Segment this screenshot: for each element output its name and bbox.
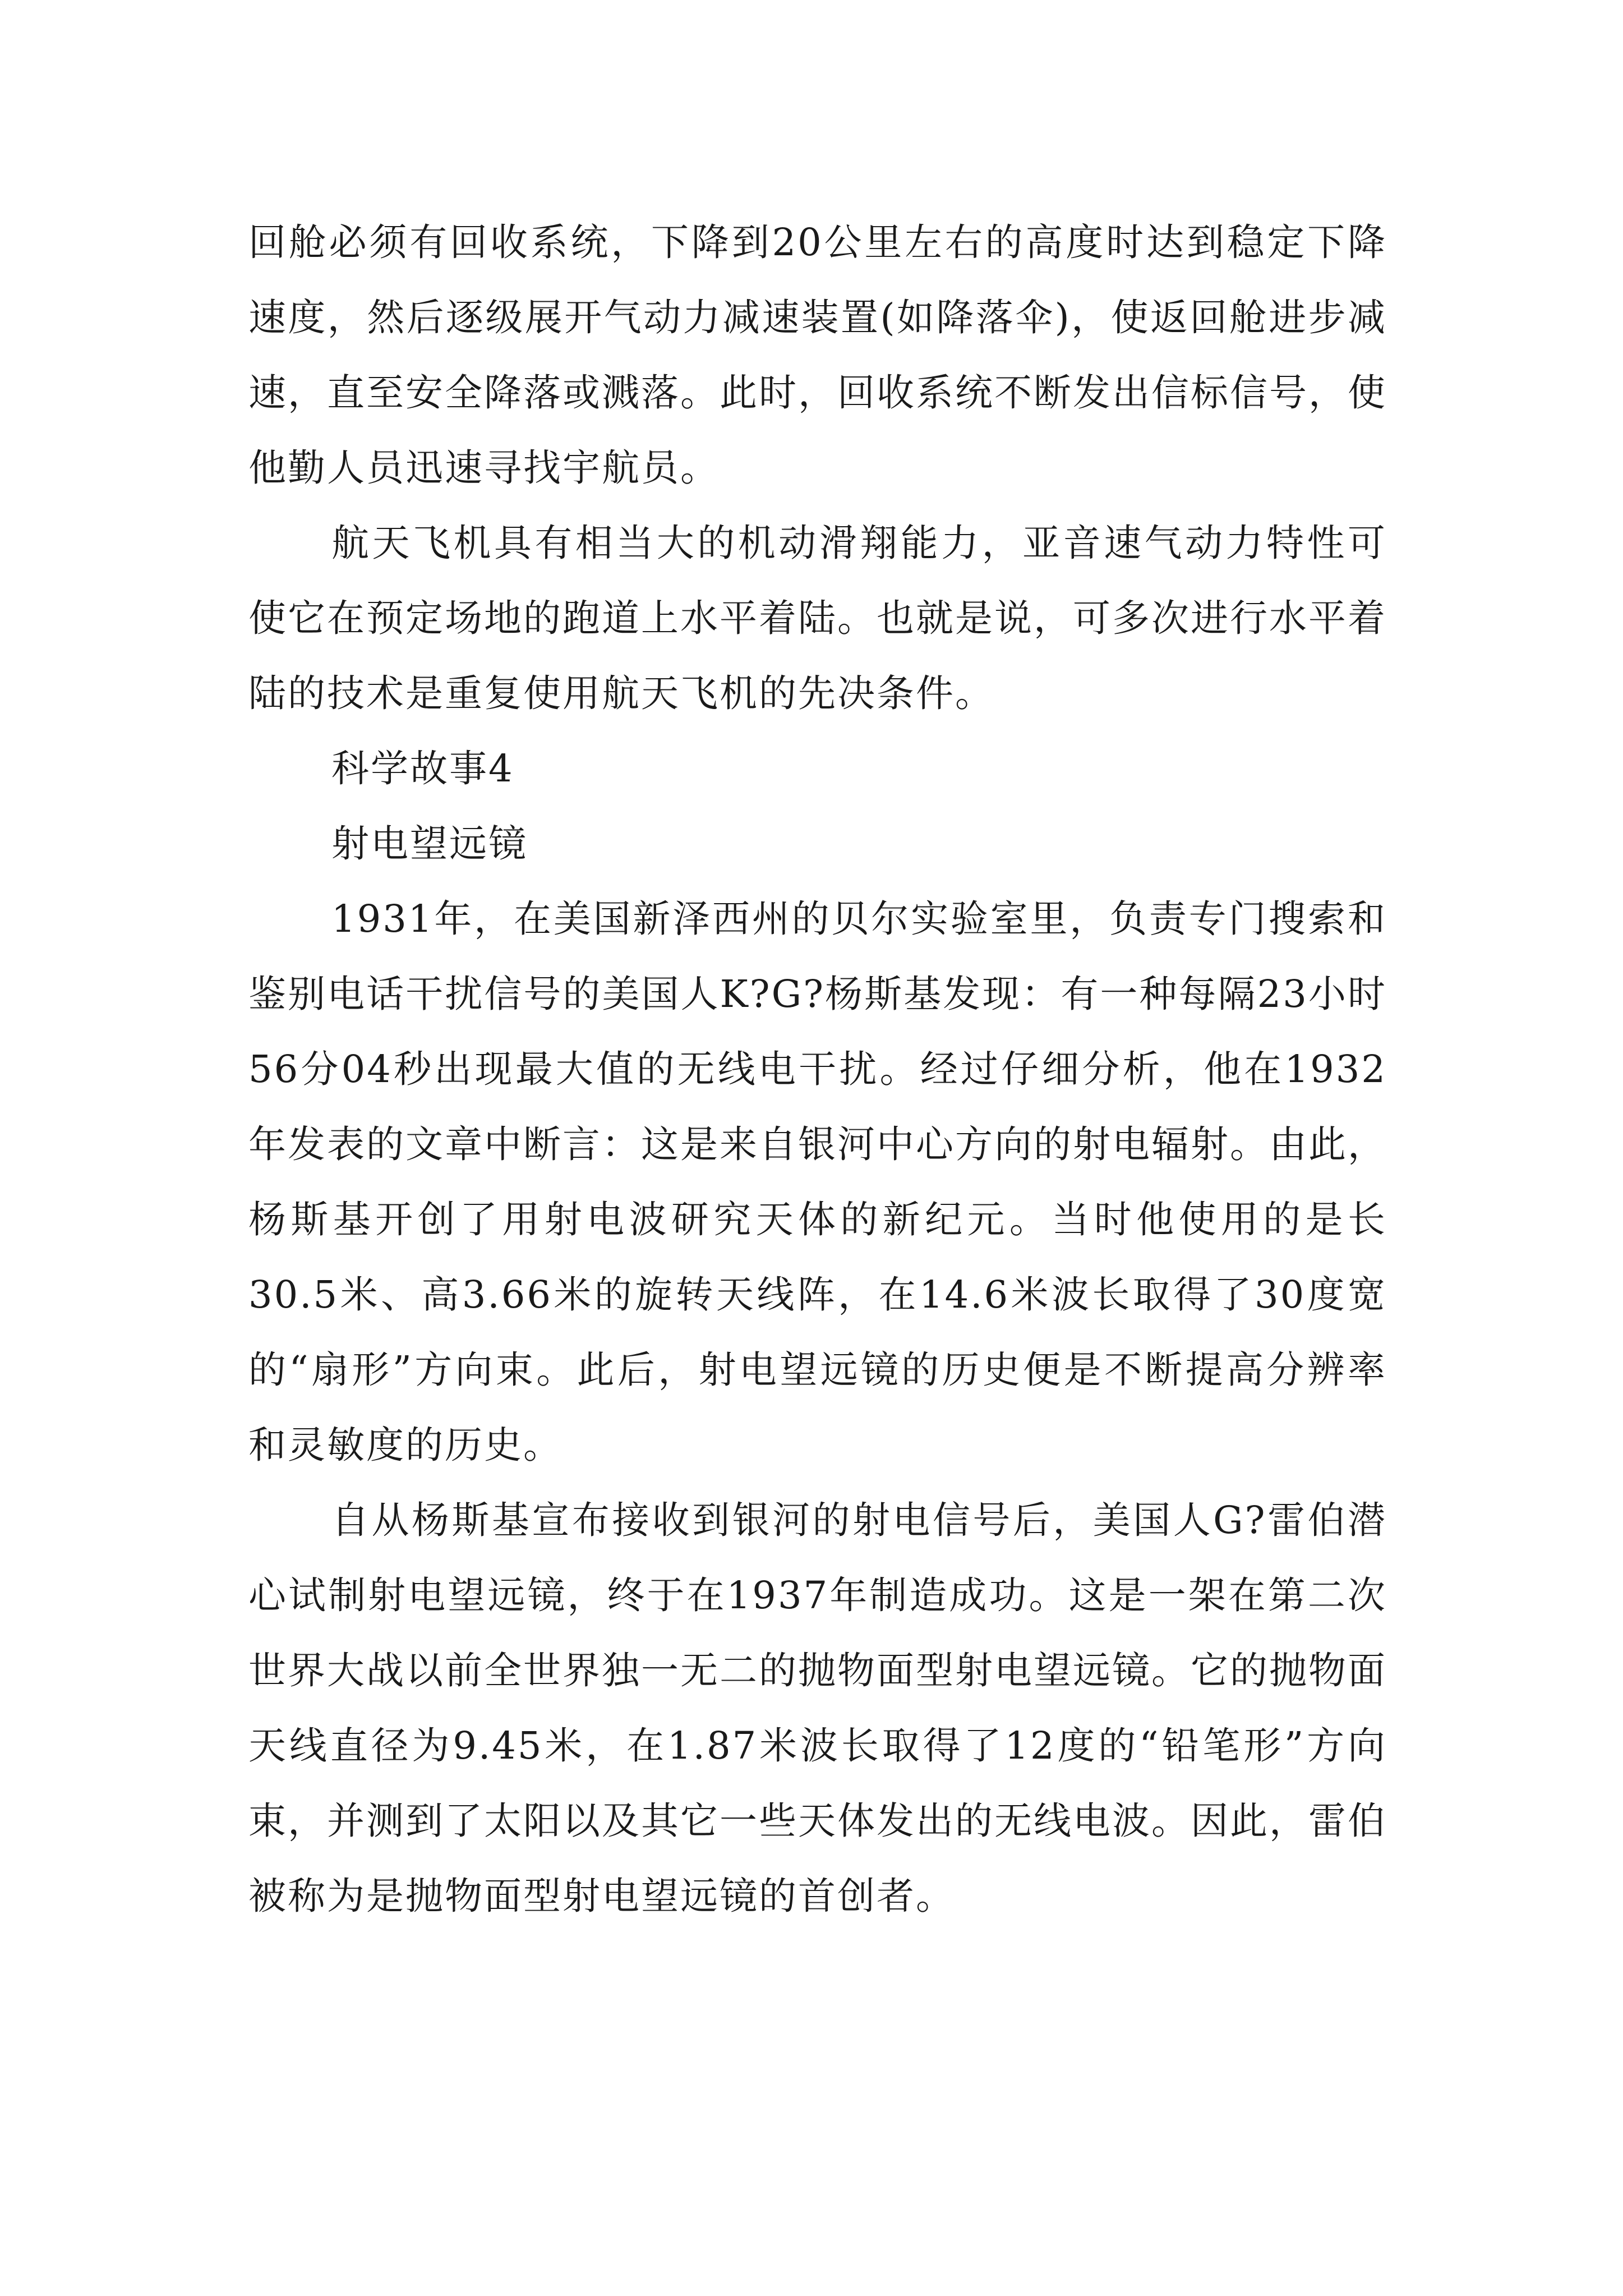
story-label: 科学故事4: [331, 747, 514, 790]
story-title: 射电望远镜: [331, 822, 528, 866]
paragraph-reber: 自从杨斯基宣布接收到银河的射电信号后，美国人G?雷伯潜心试制射电望远镜，终于在1937年制造成功。这是一架在第二次世界大战以前全世界独一无二的抛物面型射电望远镜。它的抛物面天线直径为9.45米，在1.87米波长取得了12度的“铅笔形”方向束，并测到了太阳以及其它一些天体发出的无线电波。因此，雷伯被称为是抛物面型射电望远镜的首创者。: [248, 1498, 1387, 1918]
paragraph-return-capsule: 回舱必须有回收系统，下降到20公里左右的高度时达到稳定下降速度，然后逐级展开气动力减速装置(如降落伞)，使返回舱进步减速，直至安全降落或溅落。此时，回收系统不断发出信标信号，使他勤人员迅速寻找宇航员。: [248, 220, 1387, 490]
paragraph-jansky: 1931年，在美国新泽西州的贝尔实验室里，负责专门搜索和鉴别电话干扰信号的美国人K?G?杨斯基发现：有一种每隔23小时56分04秒出现最大值的无线电干扰。经过仔细分析，他在1932年发表的文章中断言：这是来自银河中心方向的射电辐射。由此，杨斯基开创了用射电波研究天体的新纪元。当时他使用的是长30.5米、高3.66米的旋转天线阵，在14.6米波长取得了30度宽的“扇形”方向束。此后，射电望远镜的历史便是不断提高分辨率和灵敏度的历史。: [248, 897, 1387, 1467]
document-body: [248, 205, 1387, 1934]
paragraph-space-shuttle: 航天飞机具有相当大的机动滑翔能力，亚音速气动力特性可使它在预定场地的跑道上水平着陆。也就是说，可多次进行水平着陆的技术是重复使用航天飞机的先决条件。: [248, 521, 1387, 715]
